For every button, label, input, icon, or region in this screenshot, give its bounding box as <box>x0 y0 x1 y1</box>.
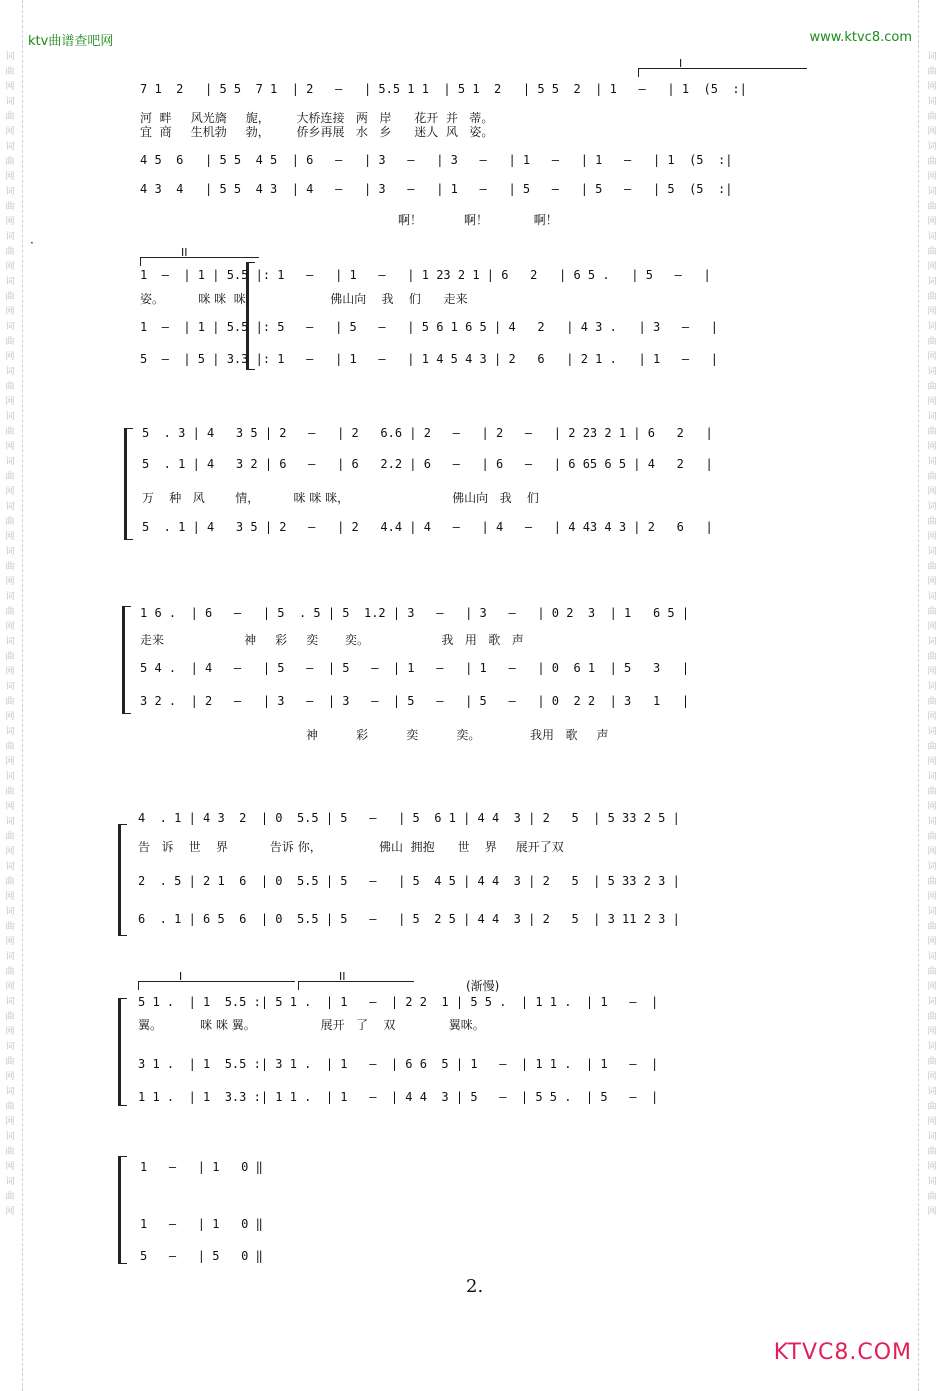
notation-line: 5 — | 5 0 ‖ <box>140 1249 263 1263</box>
stray-dot: · <box>30 236 34 250</box>
left-margin-line <box>22 0 23 1391</box>
site-logo[interactable]: KTVC8.COM <box>773 1340 912 1365</box>
notation-line: 4 . 1 | 4 3 2 | 0 5.5 | 5 — | 5 6 1 | 4 4 3 | 2 5 | 5 33 2 5 | <box>138 811 680 825</box>
notation-line: 4 5 6 | 5 5 4 5 | 6 — | 3 — | 3 — | 1 — | 1 — | 1 (5 :| <box>140 153 733 167</box>
notation-line: 5 . 3 | 4 3 5 | 2 — | 2 6.6 | 2 — | 2 — | 2 23 2 1 | 6 2 | <box>142 426 713 440</box>
lyric-line: 翼。 咪 咪 翼。 展开 了 双 翼咪。 <box>138 1018 485 1032</box>
notation-line: 3 1 . | 1 5.5 :| 3 1 . | 1 — | 6 6 5 | 1 — | 1 1 . | 1 — | <box>138 1057 659 1071</box>
notation-line: 5 . 1 | 4 3 2 | 6 — | 6 2.2 | 6 — | 6 — | 6 65 6 5 | 4 2 | <box>142 457 713 471</box>
notation-line: 5 4 . | 4 — | 5 — | 5 — | 1 — | 1 — | 0 6 1 | 5 3 | <box>140 661 690 675</box>
notation-line: 5 — | 5 | 3.3 |: 1 — | 1 — | 1 4 5 4 3 | 2 6 | 2 1 . | 1 — | <box>140 352 718 366</box>
lyric-line: 走来 神 彩 奕 奕。 我 用 歌 声 <box>140 633 524 647</box>
system-brace <box>124 428 133 540</box>
right-watermark: 词曲网词曲网词曲网词曲网词曲网词曲网词曲网词曲网词曲网词曲网词曲网词曲网词曲网词曲网词曲网词曲网词曲网词曲网词曲网词曲网词曲网词曲网词曲网词曲网词曲网词曲网 <box>927 52 937 1217</box>
volta-bracket-second: II <box>298 981 414 990</box>
notation-line: 6 . 1 | 6 5 6 | 0 5.5 | 5 — | 5 2 5 | 4 4 3 | 2 5 | 3 11 2 3 | <box>138 912 680 926</box>
volta-bracket-1: I <box>638 68 807 77</box>
page-number: 2. <box>466 1276 484 1297</box>
lyric-line: 万 种 风 情， 咪 咪 咪， 佛山向 我 们 <box>142 491 539 505</box>
volta-bracket-2: II <box>140 257 259 266</box>
notation-line: 5 1 . | 1 5.5 :| 5 1 . | 1 — | 2 2 1 | 5 5 . | 1 1 . | 1 — | <box>138 995 659 1009</box>
notation-line: 1 — | 1 | 5.5 |: 5 — | 5 — | 5 6 1 6 5 | 4 2 | 4 3 . | 3 — | <box>140 320 718 334</box>
notation-line: 1 — | 1 0 ‖ <box>140 1160 263 1174</box>
tempo-marking: (渐慢) <box>466 979 500 993</box>
volta-bracket-first: I <box>138 981 295 990</box>
lyric-line: 啊！ 啊！ 啊！ <box>398 213 558 227</box>
lyric-line: 姿。 咪 咪 咪， 佛山向 我 们 走来 <box>140 292 468 306</box>
system-brace <box>118 998 127 1106</box>
system-brace <box>122 606 131 714</box>
lyric-line: 神 彩 奕 奕。 我用 歌 声 <box>306 728 609 742</box>
notation-line: 1 6 . | 6 — | 5 . 5 | 5 1.2 | 3 — | 3 — | 0 2 3 | 1 6 5 | <box>140 606 690 620</box>
notation-line: 2 . 5 | 2 1 6 | 0 5.5 | 5 — | 5 4 5 | 4 4 3 | 2 5 | 5 33 2 3 | <box>138 874 680 888</box>
page-header-right[interactable]: www.ktvc8.com <box>809 30 912 45</box>
notation-line: 4 3 4 | 5 5 4 3 | 4 — | 3 — | 1 — | 5 — | 5 — | 5 (5 :| <box>140 182 733 196</box>
right-margin-line <box>918 0 919 1391</box>
lyric-line: 河 畔 风光旖 旎， 大桥连接 两 岸 花开 并 蒂。 <box>140 111 494 125</box>
system-brace <box>118 824 127 936</box>
lyric-line: 告 诉 世 界 告诉 你， 佛山 拥抱 世 界 展开了双 <box>138 840 564 854</box>
lyric-line: 宜 商 生机勃 勃， 侨乡再展 水 乡 迷人 风 姿。 <box>140 125 494 139</box>
notation-line: 1 1 . | 1 3.3 :| 1 1 . | 1 — | 4 4 3 | 5 — | 5 5 . | 5 — | <box>138 1090 659 1104</box>
notation-line: 5 . 1 | 4 3 5 | 2 — | 2 4.4 | 4 — | 4 — | 4 43 4 3 | 2 6 | <box>142 520 713 534</box>
notation-line: 1 — | 1 | 5.5 |: 1 — | 1 — | 1 23 2 1 | 6 2 | 6 5 . | 5 — | <box>140 268 711 282</box>
left-watermark: 词曲网词曲网词曲网词曲网词曲网词曲网词曲网词曲网词曲网词曲网词曲网词曲网词曲网词曲网词曲网词曲网词曲网词曲网词曲网词曲网词曲网词曲网词曲网词曲网词曲网词曲网 <box>5 52 15 1217</box>
system-brace <box>118 1156 127 1264</box>
page-header-left[interactable]: ktv曲谱查吧网 <box>28 34 114 49</box>
notation-line: 7 1 2 | 5 5 7 1 | 2 — | 5.5 1 1 | 5 1 2 | 5 5 2 | 1 — | 1 (5 :| <box>140 82 747 96</box>
notation-line: 3 2 . | 2 — | 3 — | 3 — | 5 — | 5 — | 0 2 2 | 3 1 | <box>140 694 690 708</box>
notation-line: 1 — | 1 0 ‖ <box>140 1217 263 1231</box>
